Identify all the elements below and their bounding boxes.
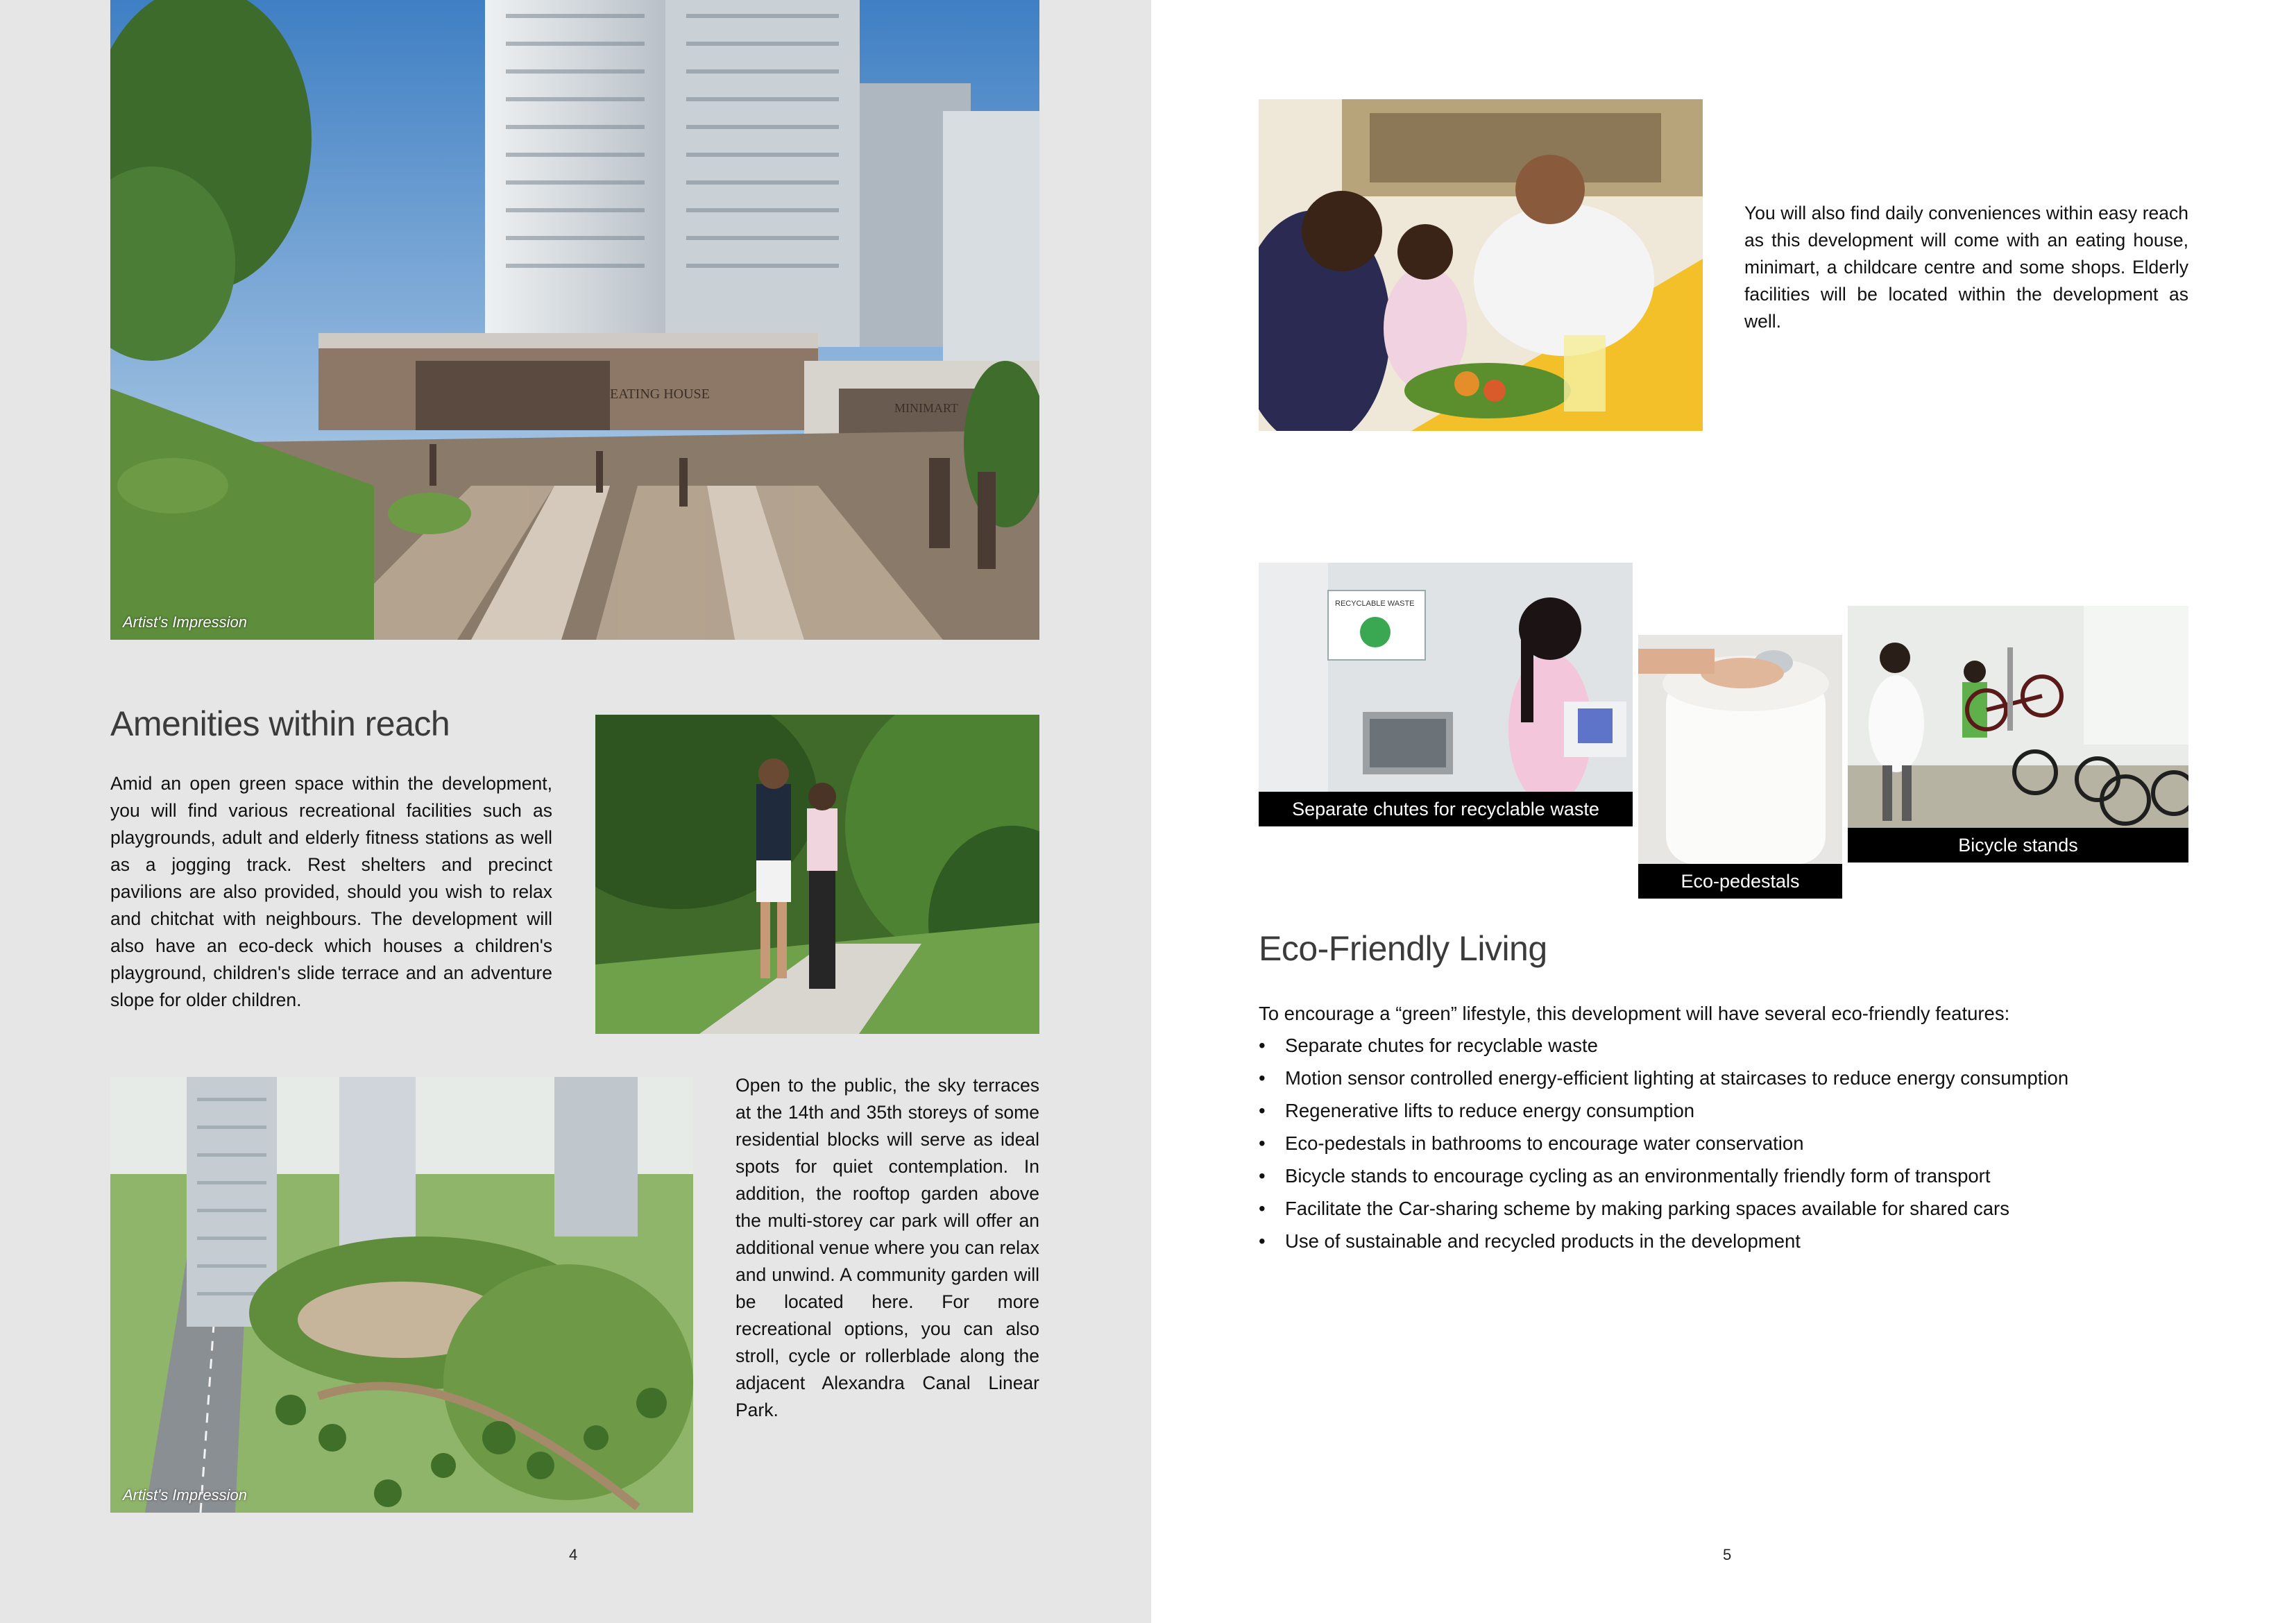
eco-intro: To encourage a “green” lifestyle, this development will have several eco-friendly features: <box>1259 1003 2010 1024</box>
bullet-icon: • <box>1259 1035 1266 1056</box>
caption-bicycle-stands: Bicycle stands <box>1848 828 2188 863</box>
sky-terraces-paragraph: Open to the public, the sky terraces at the 14th and 35th storeys of some residential blocks will serve as ideal spots for quiet contemplation. In addition, the rooftop garden above the multi-storey car park will offer an additional venue where you can relax and unwind. A community garden will be located here. For more recreational options, you can also stroll, cycle or rollerblade along the adjacent Alexandra Canal Linear Park. <box>735 1075 1039 1420</box>
conveniences-paragraph: You will also find daily conveniences within easy reach as this development will come with an eating house, minimart, a childcare centre and some shops. Elderly facilities will be located within the development as well. <box>1744 203 2188 332</box>
eco-item-text: Motion sensor controlled energy-efficient lighting at staircases to reduce energy consumption <box>1285 1067 2069 1089</box>
eco-heading: Eco-Friendly Living <box>1259 929 1547 968</box>
eco-item-text: Regenerative lifts to reduce energy consumption <box>1285 1100 1695 1121</box>
bullet-icon: • <box>1259 1100 1266 1121</box>
amenities-paragraph: Amid an open green space within the development, you will find various recreational facilities such as playgrounds, adult and elderly fitness stations as well as a jogging track. Rest shelters and precinct pavilions are also provided, should you wish to relax and chitchat with neighbours. The development will also have an eco-deck which houses a children's playground, children's slide terrace and an adventure slope for older children. <box>110 773 552 1010</box>
list-item <box>1259 1127 2230 1159</box>
bullet-icon: • <box>1259 1165 1266 1187</box>
list-item <box>1259 1192 2230 1225</box>
bullet-icon: • <box>1259 1067 1266 1089</box>
aerial-artist-impression-image <box>110 1077 693 1513</box>
eco-pedestal-photo <box>1638 635 1842 864</box>
eco-item-text: Facilitate the Car-sharing scheme by making parking spaces available for shared cars <box>1285 1198 2009 1219</box>
page-number-left: 4 <box>569 1546 578 1563</box>
eco-item-text: Use of sustainable and recycled products in the development <box>1285 1230 1801 1252</box>
list-item <box>1259 1159 2230 1192</box>
bullet-icon: • <box>1259 1132 1266 1154</box>
artist-impression-label: Artist's Impression <box>123 613 248 631</box>
family-dining-photo <box>1259 99 1703 431</box>
list-item <box>1259 1062 2230 1094</box>
page-number-right: 5 <box>1723 1546 1732 1563</box>
bullet-icon: • <box>1259 1230 1266 1252</box>
list-item <box>1259 1094 2230 1127</box>
list-item <box>1259 1029 2230 1062</box>
eco-features-list <box>1259 1029 2230 1257</box>
caption-recycling-chutes: Separate chutes for recyclable waste <box>1259 792 1633 826</box>
eco-item-text: Bicycle stands to encourage cycling as an environmentally friendly form of transport <box>1285 1165 1991 1187</box>
artist-impression-label-2: Artist's Impression <box>123 1486 248 1504</box>
amenities-heading: Amenities within reach <box>110 704 450 743</box>
bicycle-stand-photo <box>1848 606 2188 828</box>
right-page <box>1151 0 2296 1623</box>
eco-item-text: Separate chutes for recyclable waste <box>1285 1035 1598 1056</box>
eating-house-sign: EATING HOUSE <box>610 386 710 402</box>
eco-item-text: Eco-pedestals in bathrooms to encourage water conservation <box>1285 1132 1804 1154</box>
couple-walking-photo <box>595 715 1039 1034</box>
list-item <box>1259 1225 2230 1257</box>
bullet-icon: • <box>1259 1198 1266 1219</box>
recyclable-waste-sign: RECYCLABLE WASTE <box>1335 600 1415 608</box>
recycling-chute-photo <box>1259 563 1633 792</box>
minimart-sign: MINIMART <box>894 401 958 415</box>
hero-artist-impression-image <box>110 0 1039 640</box>
caption-eco-pedestals: Eco-pedestals <box>1638 864 1842 899</box>
